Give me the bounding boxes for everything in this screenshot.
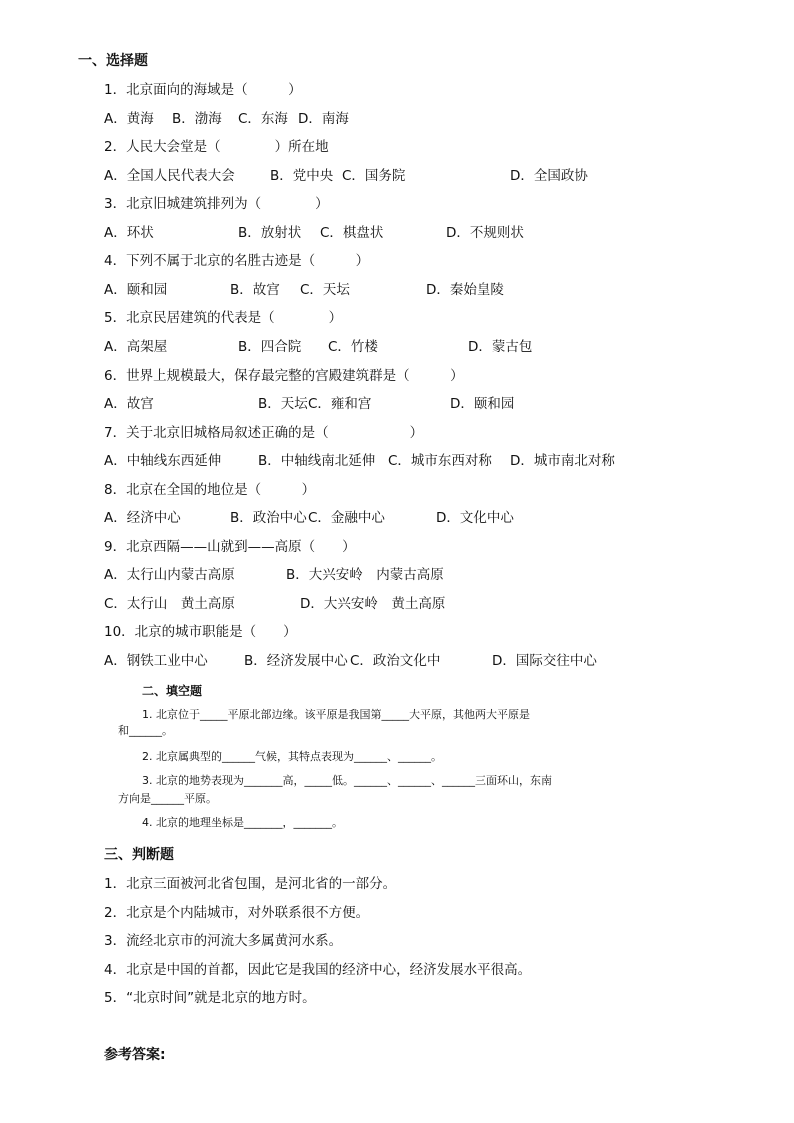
option: D．大兴安岭 黄土高原 bbox=[300, 596, 446, 612]
option: B．经济发展中心 bbox=[244, 653, 348, 669]
option: B．党中央 bbox=[270, 168, 334, 184]
option: A．经济中心 bbox=[104, 510, 181, 526]
judge-item: 4．北京是中国的首都，因此它是我国的经济中心，经济发展水平很高。 bbox=[104, 962, 532, 978]
fill-item: 和______。 bbox=[118, 724, 173, 737]
option: B．渤海 bbox=[172, 111, 222, 127]
fill-item: 4. 北京的地理坐标是_______，_______。 bbox=[142, 816, 343, 829]
question-stem: 8．北京在全国的地位是（ ） bbox=[104, 482, 316, 498]
option: D．秦始皇陵 bbox=[426, 282, 504, 298]
option: B．政治中心 bbox=[230, 510, 307, 526]
option: A．环状 bbox=[104, 225, 154, 241]
option: A．颐和园 bbox=[104, 282, 168, 298]
question-stem: 10．北京的城市职能是（ ） bbox=[104, 624, 297, 640]
judge-item: 1．北京三面被河北省包围，是河北省的一部分。 bbox=[104, 876, 397, 892]
option: A．故宫 bbox=[104, 396, 154, 412]
option: D．国际交往中心 bbox=[492, 653, 597, 669]
option: C．天坛 bbox=[300, 282, 350, 298]
question-stem: 4．下列不属于北京的名胜古迹是（ ） bbox=[104, 253, 370, 269]
option: A．黄海 bbox=[104, 111, 154, 127]
fill-item: 方向是______平原。 bbox=[118, 792, 217, 805]
option: D．文化中心 bbox=[436, 510, 514, 526]
judge-item: 3．流经北京市的河流大多属黄河水系。 bbox=[104, 933, 343, 949]
answers-title: 参考答案: bbox=[104, 1047, 166, 1063]
option: C．金融中心 bbox=[308, 510, 385, 526]
option: D．颐和园 bbox=[450, 396, 515, 412]
option: C．东海 bbox=[238, 111, 288, 127]
option: C．国务院 bbox=[342, 168, 406, 184]
option: A．高架屋 bbox=[104, 339, 168, 355]
question-stem: 2．人民大会堂是（ ）所在地 bbox=[104, 139, 329, 155]
option: C．竹楼 bbox=[328, 339, 378, 355]
question-stem: 6．世界上规模最大，保存最完整的宫殿建筑群是（ ） bbox=[104, 368, 464, 384]
option: C．政治文化中 bbox=[350, 653, 441, 669]
option: A．中轴线东西延伸 bbox=[104, 453, 222, 469]
question-stem: 7．关于北京旧城格局叙述正确的是（ ） bbox=[104, 425, 424, 441]
option: B．放射状 bbox=[238, 225, 302, 241]
option: C．棋盘状 bbox=[320, 225, 384, 241]
question-stem: 1．北京面向的海域是（ ） bbox=[104, 82, 302, 98]
option: A．太行山内蒙古高原 bbox=[104, 567, 235, 583]
option: D．南海 bbox=[298, 111, 349, 127]
option: C．太行山 黄土高原 bbox=[104, 596, 235, 612]
judge-item: 5．“北京时间”就是北京的地方时。 bbox=[104, 990, 316, 1006]
section-title-choice: 一、选择题 bbox=[78, 53, 148, 69]
option: D．全国政协 bbox=[510, 168, 588, 184]
option: B．大兴安岭 内蒙古高原 bbox=[286, 567, 444, 583]
question-stem: 3．北京旧城建筑排列为（ ） bbox=[104, 196, 329, 212]
section-title-fill: 二、填空题 bbox=[142, 684, 203, 698]
judge-item: 2．北京是个内陆城市，对外联系很不方便。 bbox=[104, 905, 370, 921]
option: B．故宫 bbox=[230, 282, 280, 298]
option: D．城市南北对称 bbox=[510, 453, 615, 469]
fill-item: 1. 北京位于_____平原北部边缘。该平原是我国第_____大平原，其他两大平原是 bbox=[142, 708, 530, 721]
option: B．天坛 bbox=[258, 396, 308, 412]
option: B．四合院 bbox=[238, 339, 302, 355]
question-stem: 9．北京西隔——山就到——高原（ ） bbox=[104, 539, 356, 555]
option: C．雍和宫 bbox=[308, 396, 372, 412]
fill-item: 2. 北京属典型的______气候，其特点表现为______、______。 bbox=[142, 750, 442, 763]
section-title-judge: 三、判断题 bbox=[104, 847, 174, 863]
option: D．蒙古包 bbox=[468, 339, 533, 355]
option: A．全国人民代表大会 bbox=[104, 168, 235, 184]
fill-item: 3. 北京的地势表现为_______高，_____低。______、______、______三面环山，东南 bbox=[142, 774, 552, 787]
option: C．城市东西对称 bbox=[388, 453, 492, 469]
option: B．中轴线南北延伸 bbox=[258, 453, 376, 469]
question-stem: 5．北京民居建筑的代表是（ ） bbox=[104, 310, 343, 326]
option: D．不规则状 bbox=[446, 225, 524, 241]
option: A．钢铁工业中心 bbox=[104, 653, 208, 669]
